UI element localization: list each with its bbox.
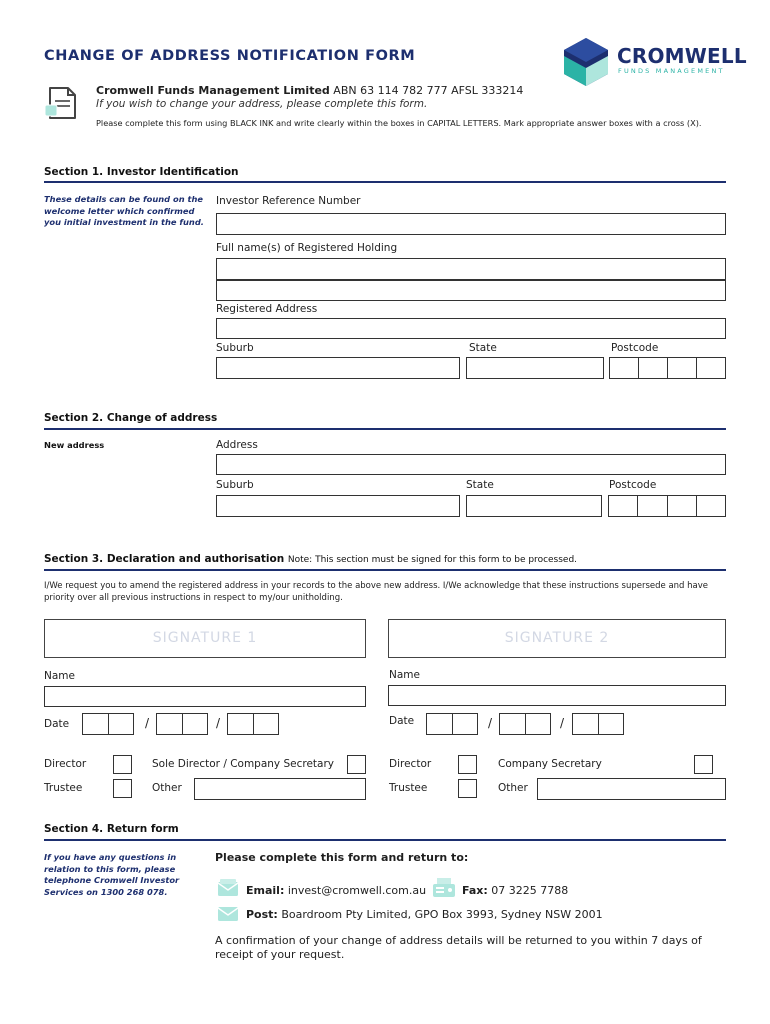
date1-year-input[interactable] xyxy=(227,713,279,735)
state-input[interactable] xyxy=(466,357,604,379)
left-role-sole-director-label: Sole Director / Company Secretary xyxy=(152,758,335,770)
email-icon xyxy=(217,879,239,897)
instructions-text: Please complete this form using BLACK INK and write clearly within the boxes in CAPITAL LETTERS. Mark appropriate answer boxes with a cross (X). xyxy=(96,118,702,128)
section3-rule xyxy=(44,569,726,571)
new-postcode-input[interactable] xyxy=(608,495,726,517)
new-address-label: Address xyxy=(216,439,258,451)
return-heading: Please complete this form and return to: xyxy=(215,851,469,864)
post-value: Boardroom Pty Limited, GPO Box 3993, Sydney NSW 2001 xyxy=(281,908,603,921)
date2-separator-1: / xyxy=(488,716,493,730)
company-name: Cromwell Funds Management Limited xyxy=(96,84,330,97)
new-postcode-label: Postcode xyxy=(609,479,657,491)
section2-title: Section 2. Change of address xyxy=(44,412,218,424)
section2-rule xyxy=(44,428,726,430)
email-line xyxy=(246,884,426,897)
full-name-input-2[interactable] xyxy=(216,280,726,301)
section2-side-note: New address xyxy=(44,440,105,450)
post-line xyxy=(246,908,603,921)
name1-input[interactable] xyxy=(44,686,366,707)
date2-year-input[interactable] xyxy=(572,713,624,735)
suburb-input[interactable] xyxy=(216,357,460,379)
date2-separator-2: / xyxy=(560,716,565,730)
name2-input[interactable] xyxy=(388,685,726,706)
left-role-director-label: Director xyxy=(44,758,87,770)
logo-wordmark: CROMWELL xyxy=(617,44,747,68)
right-other-input[interactable] xyxy=(537,778,726,800)
full-name-input-1[interactable] xyxy=(216,258,726,280)
section1-side-note: These details can be found on the welcome letter which confirmed you initial investment in the fund. xyxy=(44,194,204,227)
email-value[interactable]: invest@cromwell.com.au xyxy=(287,884,427,897)
fax-icon xyxy=(432,878,456,898)
logo-subtitle: FUNDS MANAGEMENT xyxy=(618,67,725,75)
right-trustee-checkbox[interactable] xyxy=(458,779,477,798)
investor-ref-label: Investor Reference Number xyxy=(216,195,361,207)
new-suburb-input[interactable] xyxy=(216,495,460,517)
section1-rule xyxy=(44,181,726,183)
registered-address-input[interactable] xyxy=(216,318,726,339)
form-document-icon xyxy=(44,86,78,122)
fax-value: 07 3225 7788 xyxy=(491,884,569,897)
date1-separator-2: / xyxy=(216,716,221,730)
left-role-trustee-label: Trustee xyxy=(44,782,83,794)
form-title: CHANGE OF ADDRESS NOTIFICATION FORM xyxy=(44,48,416,64)
section3-note: Note: This section must be signed for this form to be processed. xyxy=(287,555,578,565)
left-sole-director-checkbox[interactable] xyxy=(347,755,366,774)
left-role-other-label: Other xyxy=(152,782,182,794)
intro-text: If you wish to change your address, please complete this form. xyxy=(96,98,428,110)
date2-label: Date xyxy=(389,715,415,727)
full-name-label: Full name(s) of Registered Holding xyxy=(216,242,398,254)
investor-ref-input[interactable] xyxy=(216,213,726,235)
right-role-director-label: Director xyxy=(389,758,432,770)
postcode-input[interactable] xyxy=(609,357,726,379)
registered-address-label: Registered Address xyxy=(216,303,318,315)
post-label: Post: xyxy=(246,908,278,921)
right-director-checkbox[interactable] xyxy=(458,755,477,774)
postcode-label: Postcode xyxy=(611,342,659,354)
name2-label: Name xyxy=(389,669,420,681)
state-label: State xyxy=(469,342,497,354)
post-icon xyxy=(217,906,239,922)
name1-label: Name xyxy=(44,670,75,682)
date1-day-input[interactable] xyxy=(82,713,134,735)
section3-title-text: Section 3. Declaration and authorisation xyxy=(44,553,285,565)
left-trustee-checkbox[interactable] xyxy=(113,779,132,798)
fax-label: Fax: xyxy=(462,884,488,897)
company-line xyxy=(96,84,523,97)
date2-day-input[interactable] xyxy=(426,713,478,735)
signature2-box[interactable]: SIGNATURE 2 xyxy=(388,619,726,658)
signature1-box[interactable]: SIGNATURE 1 xyxy=(44,619,366,658)
section4-rule xyxy=(44,839,726,841)
section4-title: Section 4. Return form xyxy=(44,823,179,835)
suburb-label: Suburb xyxy=(216,342,254,354)
declaration-text: I/We request you to amend the registered address in your records to the above new address. I/We acknowledge that these instructions supersede and have priority over all previous instructions in respect to my/our unitholding. xyxy=(44,581,709,603)
new-state-input[interactable] xyxy=(466,495,602,517)
company-ids: ABN 63 114 782 777 AFSL 333214 xyxy=(333,84,524,97)
section4-side-note: If you have any questions in relation to this form, please telephone Cromwell Investor Services on 1300 268 078. xyxy=(44,852,180,897)
confirmation-text: A confirmation of your change of address details will be returned to you within 7 days of receipt of your request. xyxy=(215,934,702,961)
right-role-trustee-label: Trustee xyxy=(389,782,428,794)
new-state-label: State xyxy=(466,479,494,491)
right-secretary-checkbox[interactable] xyxy=(694,755,713,774)
date1-separator-1: / xyxy=(145,716,150,730)
cromwell-logo-icon xyxy=(560,36,612,88)
date2-month-input[interactable] xyxy=(499,713,551,735)
fax-line xyxy=(462,884,568,897)
section3-title xyxy=(44,553,577,565)
new-suburb-label: Suburb xyxy=(216,479,254,491)
date1-month-input[interactable] xyxy=(156,713,208,735)
date1-label: Date xyxy=(44,718,70,730)
right-role-other-label: Other xyxy=(498,782,528,794)
left-other-input[interactable] xyxy=(194,778,366,800)
left-director-checkbox[interactable] xyxy=(113,755,132,774)
section1-title: Section 1. Investor Identification xyxy=(44,166,239,178)
new-address-input[interactable] xyxy=(216,454,726,475)
email-label: Email: xyxy=(246,884,285,897)
right-role-secretary-label: Company Secretary xyxy=(498,758,602,770)
